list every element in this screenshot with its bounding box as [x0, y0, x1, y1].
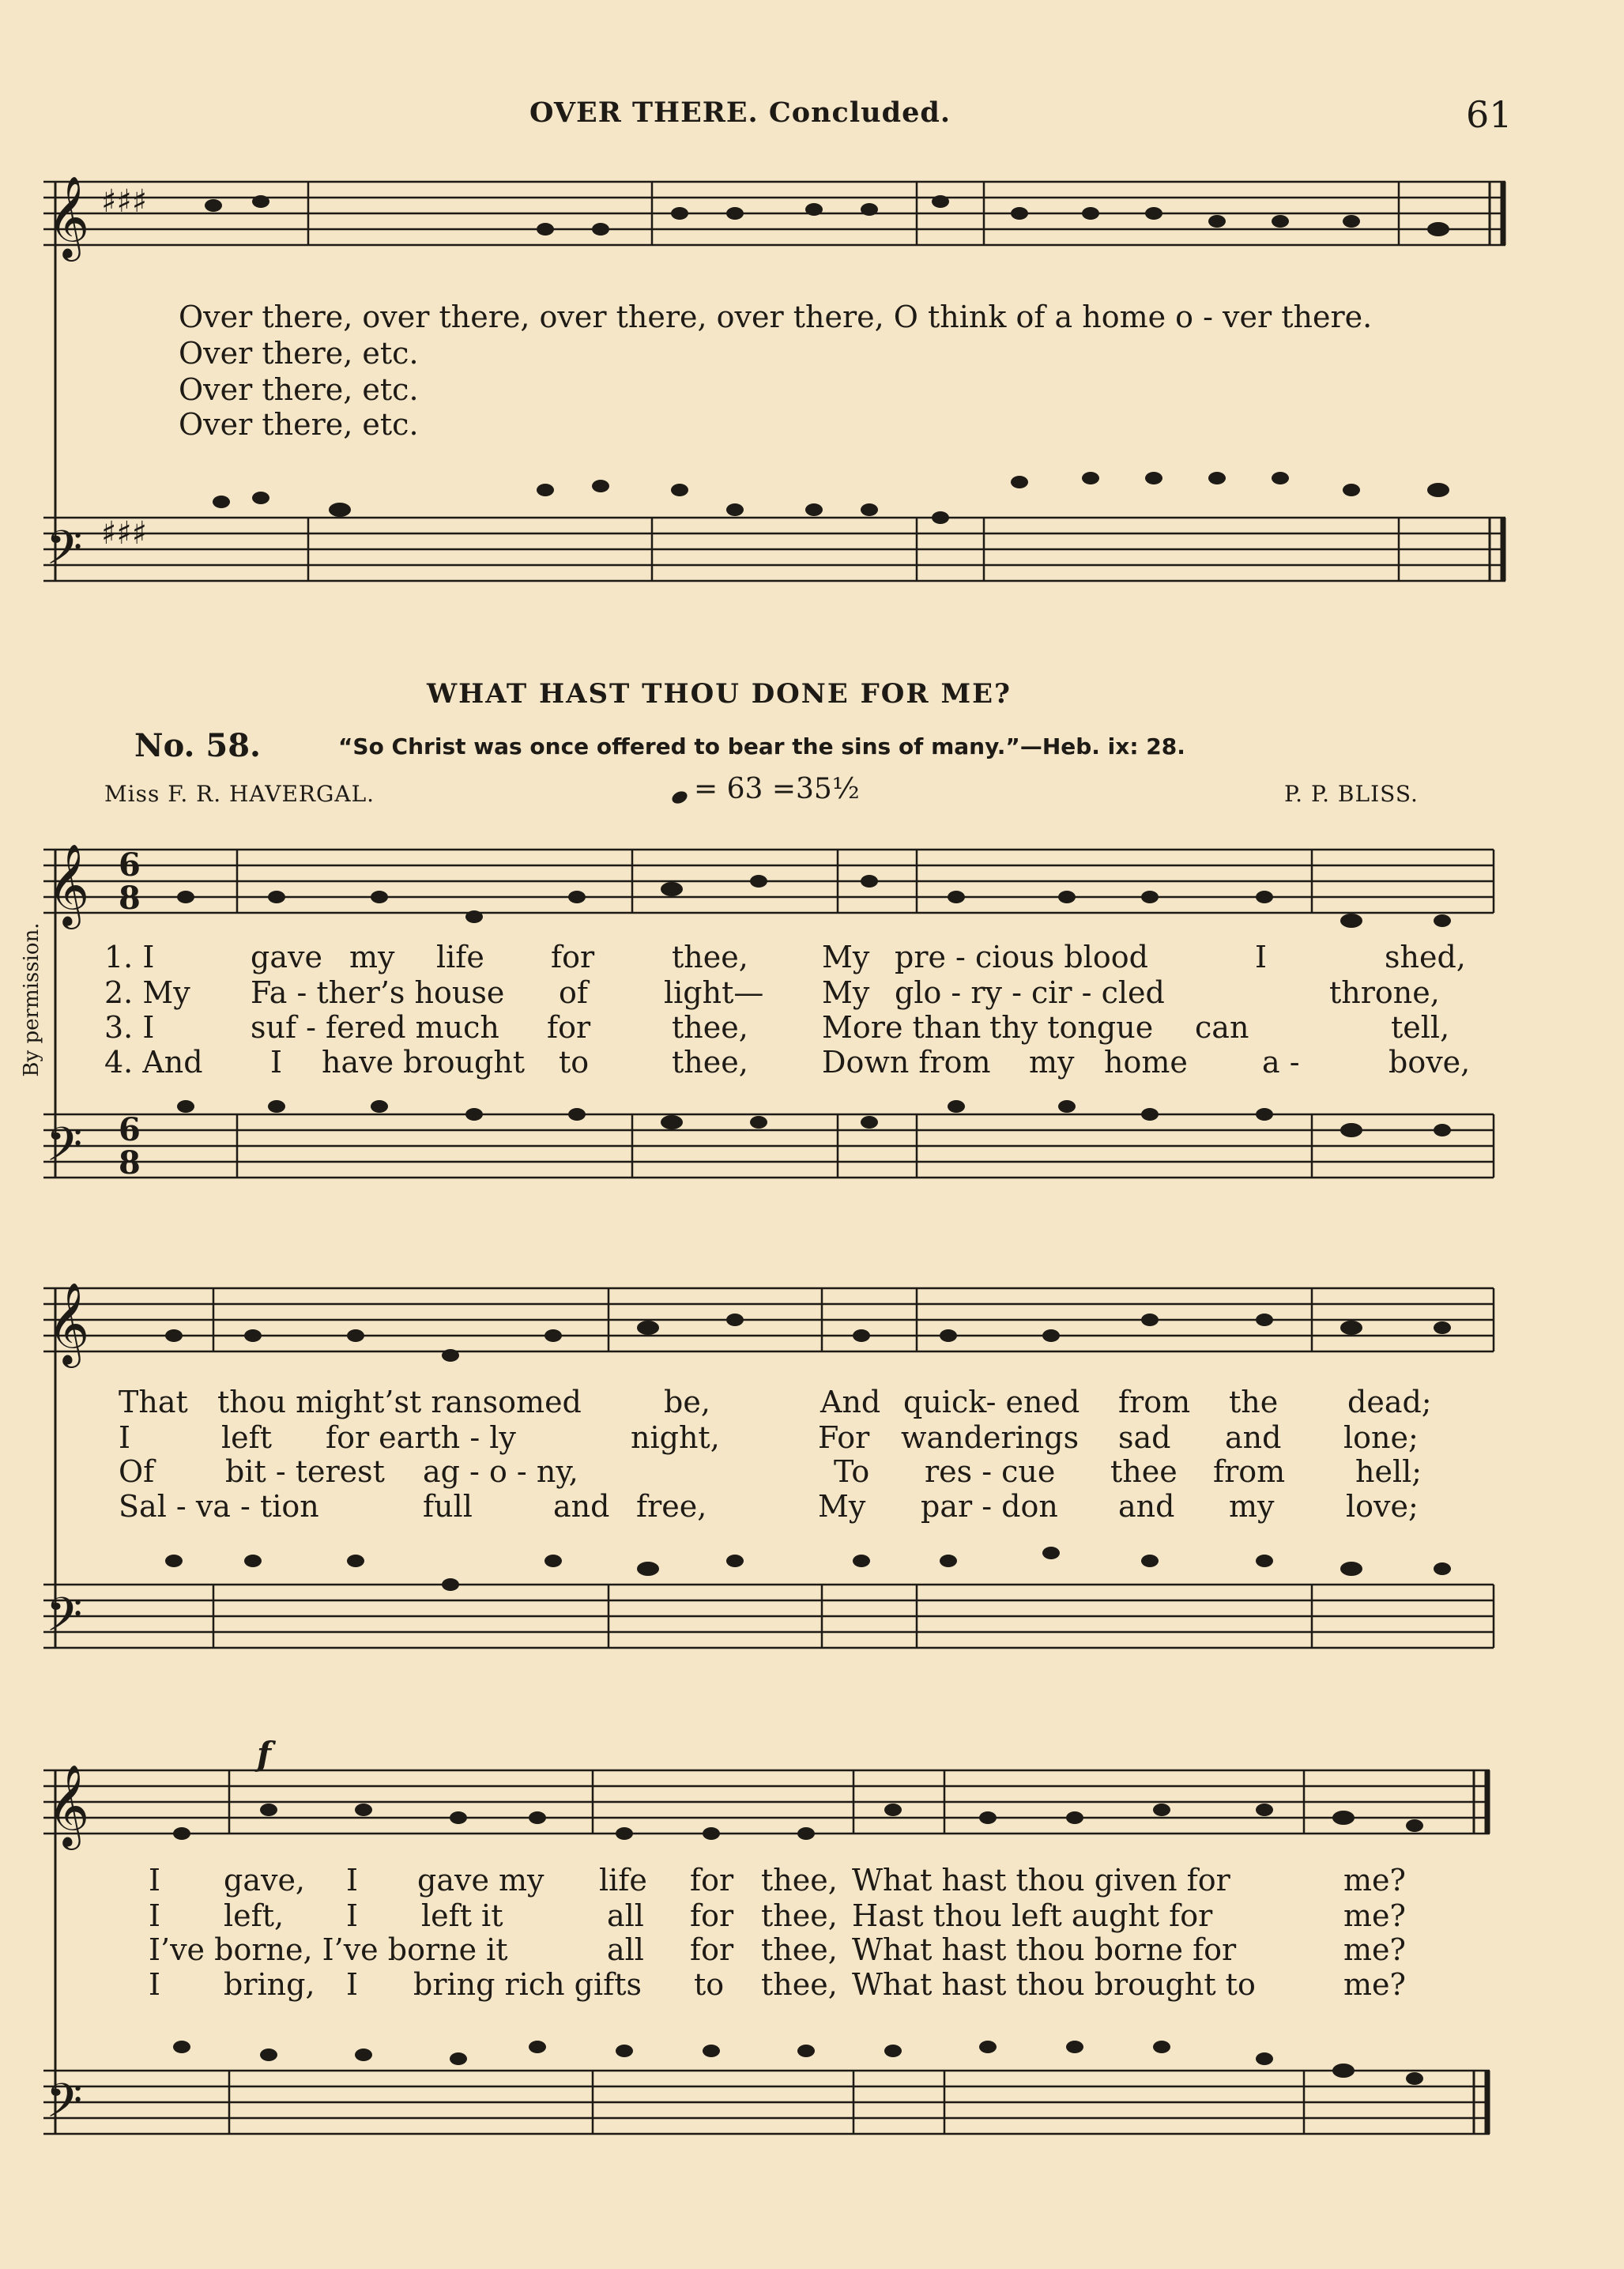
quarter-note-icon — [670, 789, 689, 805]
verse3-line3 — [149, 1932, 1406, 1967]
syllable: tell, — [1391, 1010, 1450, 1045]
syllable: glo - ry - cir - cled — [895, 975, 1165, 1010]
syllable: I’ve borne, I’ve borne it — [149, 1932, 508, 1967]
hymn-lyricist: Miss F. R. HAVERGAL. — [104, 781, 375, 807]
syllable: I — [346, 1898, 359, 1933]
syllable: to — [694, 1967, 725, 2002]
hymn-composer: P. P. BLISS. — [1284, 781, 1419, 807]
syllable: thee, — [761, 1863, 838, 1898]
syllable: What hast thou brought to — [852, 1967, 1256, 2002]
syllable: Of — [119, 1454, 155, 1489]
syllable: me? — [1343, 1863, 1406, 1898]
syllable: for — [690, 1932, 734, 1967]
syllable: bove, — [1389, 1045, 1471, 1080]
syllable: for — [547, 1010, 591, 1045]
syllable: and — [1225, 1420, 1282, 1455]
syllable: hell; — [1355, 1454, 1422, 1489]
running-header: OVER THERE. Concluded. — [529, 96, 951, 129]
forte-dynamic: f — [257, 1735, 272, 1773]
syllable: life — [599, 1863, 647, 1898]
syllable: from — [1213, 1454, 1286, 1489]
syllable: gave — [251, 940, 322, 974]
syllable: life — [436, 940, 484, 974]
syllable: me? — [1343, 1898, 1406, 1933]
syllable: Down from — [822, 1045, 991, 1080]
svg-text:8: 8 — [119, 1144, 141, 1182]
syllable: Sal - va - tion — [119, 1489, 319, 1524]
syllable: for — [690, 1863, 734, 1898]
syllable: For — [818, 1420, 870, 1455]
over-there-lyric-line-1: Over there, over there, over there, over there, O think of a home o - ver there. — [179, 300, 1373, 334]
hymn-system1-bass — [43, 1114, 1494, 1178]
syllable: all — [607, 1932, 644, 1967]
syllable: free, — [636, 1489, 707, 1524]
syllable: lone; — [1343, 1420, 1419, 1455]
syllable: and — [553, 1489, 610, 1524]
syllable: bring rich gifts — [413, 1967, 642, 2002]
syllable: quick- ened — [903, 1385, 1080, 1419]
svg-text:𝄢: 𝄢 — [46, 1587, 83, 1653]
syllable: dead; — [1347, 1385, 1432, 1419]
hymn-system1-treble — [43, 850, 1494, 913]
syllable: my — [1029, 1045, 1075, 1080]
verse3-line2 — [119, 1454, 1422, 1489]
over-there-bass-staff — [43, 518, 1505, 581]
syllable: my — [349, 940, 395, 974]
syllable: I — [149, 1898, 161, 1933]
verse3-line1 — [104, 1010, 1450, 1045]
page-number: 61 — [1466, 93, 1513, 136]
syllable: shed, — [1385, 940, 1466, 974]
verse4-line1 — [104, 1045, 1471, 1080]
syllable: 2. My — [104, 975, 190, 1010]
syllable: What hast thou borne for — [852, 1932, 1237, 1967]
syllable: a - — [1262, 1045, 1300, 1080]
svg-text:♯♯♯: ♯♯♯ — [101, 515, 148, 552]
over-there-lyric-line-3: Over there, etc. — [179, 372, 419, 407]
syllable: left it — [421, 1898, 503, 1933]
svg-text:♯♯♯: ♯♯♯ — [101, 183, 148, 220]
syllable: pre - cious blood — [895, 940, 1148, 974]
syllable: the — [1229, 1385, 1279, 1419]
syllable: Hast thou left aught for — [852, 1898, 1213, 1933]
syllable: gave, — [224, 1863, 306, 1898]
syllable: par - don — [921, 1489, 1058, 1524]
over-there-lyric-line-4: Over there, etc. — [179, 407, 419, 442]
syllable: and — [1118, 1489, 1175, 1524]
syllable: I — [149, 1967, 161, 2002]
syllable: all — [607, 1898, 644, 1933]
verse1-line1 — [104, 940, 1466, 974]
syllable: res - cue — [925, 1454, 1056, 1489]
svg-text:6: 6 — [119, 846, 141, 884]
syllable: I — [270, 1045, 283, 1080]
syllable: 4. And — [104, 1045, 203, 1080]
tempo-marking — [672, 773, 860, 805]
syllable: home — [1104, 1045, 1188, 1080]
syllable: wanderings — [901, 1420, 1080, 1455]
syllable: light— — [664, 975, 764, 1010]
syllable: I — [1255, 940, 1268, 974]
syllable: thee, — [672, 1010, 748, 1045]
syllable: thee, — [672, 1045, 748, 1080]
syllable: To — [834, 1454, 870, 1489]
svg-text:𝄢: 𝄢 — [46, 2073, 83, 2139]
syllable: for — [551, 940, 595, 974]
tempo-value: = 63 =35½ — [694, 773, 860, 805]
syllable: from — [1118, 1385, 1191, 1419]
syllable: sad — [1118, 1420, 1171, 1455]
syllable: thee, — [672, 940, 748, 974]
syllable: full — [423, 1489, 473, 1524]
syllable: thee, — [761, 1932, 838, 1967]
svg-text:𝄞: 𝄞 — [47, 1764, 90, 1847]
verse1-line3 — [149, 1863, 1406, 1898]
syllable: What hast thou given for — [852, 1863, 1230, 1898]
syllable: Fa - ther’s house — [251, 975, 505, 1010]
syllable: night, — [631, 1420, 720, 1455]
hymn-number: No. 58. — [134, 727, 261, 764]
hymn-system2-treble — [43, 1288, 1494, 1351]
verse2-line1 — [104, 975, 1440, 1010]
syllable: my — [1229, 1489, 1275, 1524]
svg-text:𝄞: 𝄞 — [47, 175, 90, 258]
syllable: bring, — [224, 1967, 315, 2002]
hymn-system3-treble — [43, 1770, 1490, 1834]
verse4-line3 — [149, 1967, 1406, 2002]
syllable: love; — [1346, 1489, 1419, 1524]
syllable: I — [149, 1863, 161, 1898]
verse4-line2 — [119, 1489, 1419, 1524]
syllable: My — [822, 975, 870, 1010]
syllable: More than — [822, 1010, 982, 1045]
svg-text:𝄢: 𝄢 — [46, 520, 83, 586]
syllable: And — [820, 1385, 881, 1419]
syllable: thee, — [761, 1898, 838, 1933]
hymn-title: WHAT HAST THOU DONE FOR ME? — [427, 678, 1012, 710]
syllable: be, — [664, 1385, 710, 1419]
syllable: left, — [224, 1898, 284, 1933]
syllable: for — [690, 1898, 734, 1933]
syllable: gave my — [417, 1863, 544, 1898]
syllable: thee, — [761, 1967, 838, 2002]
permission-note: By permission. — [20, 922, 43, 1077]
svg-text:𝄞: 𝄞 — [47, 843, 90, 926]
syllable: My — [818, 1489, 866, 1524]
verse2-line3 — [149, 1898, 1406, 1933]
syllable: thou might’st ransomed — [217, 1385, 582, 1419]
svg-text:𝄢: 𝄢 — [46, 1117, 83, 1183]
syllable: bit - terest — [225, 1454, 385, 1489]
hymn-epigraph: “So Christ was once offered to bear the sins of many.”—Heb. ix: 28. — [338, 733, 1185, 759]
svg-text:8: 8 — [119, 880, 141, 917]
syllable: I — [119, 1420, 131, 1455]
syllable: have brought — [322, 1045, 526, 1080]
svg-text:𝄞: 𝄞 — [47, 1282, 90, 1365]
syllable: I — [346, 1863, 359, 1898]
syllable: me? — [1343, 1967, 1406, 2002]
syllable: 1. I — [104, 940, 155, 974]
over-there-treble-staff — [43, 182, 1505, 245]
syllable: 3. I — [104, 1010, 155, 1045]
hymn-system3-bass — [43, 2071, 1490, 2134]
syllable: I — [346, 1967, 359, 2002]
syllable: to — [559, 1045, 590, 1080]
verse2-line2 — [119, 1420, 1419, 1455]
syllable: suf - fered much — [251, 1010, 499, 1045]
hymn-system2-bass — [43, 1585, 1494, 1648]
syllable: throne, — [1329, 975, 1440, 1010]
syllable: thy tongue — [989, 1010, 1154, 1045]
syllable: for earth - ly — [326, 1420, 516, 1455]
verse1-line2 — [119, 1385, 1432, 1419]
syllable: left — [221, 1420, 272, 1455]
over-there-lyric-line-2: Over there, etc. — [179, 336, 419, 371]
syllable: can — [1195, 1010, 1249, 1045]
syllable: That — [119, 1385, 188, 1419]
syllable: thee — [1110, 1454, 1177, 1489]
syllable: me? — [1343, 1932, 1406, 1967]
syllable: of — [559, 975, 588, 1010]
svg-text:6: 6 — [119, 1111, 141, 1148]
syllable: My — [822, 940, 870, 974]
syllable: ag - o - ny, — [423, 1454, 578, 1489]
